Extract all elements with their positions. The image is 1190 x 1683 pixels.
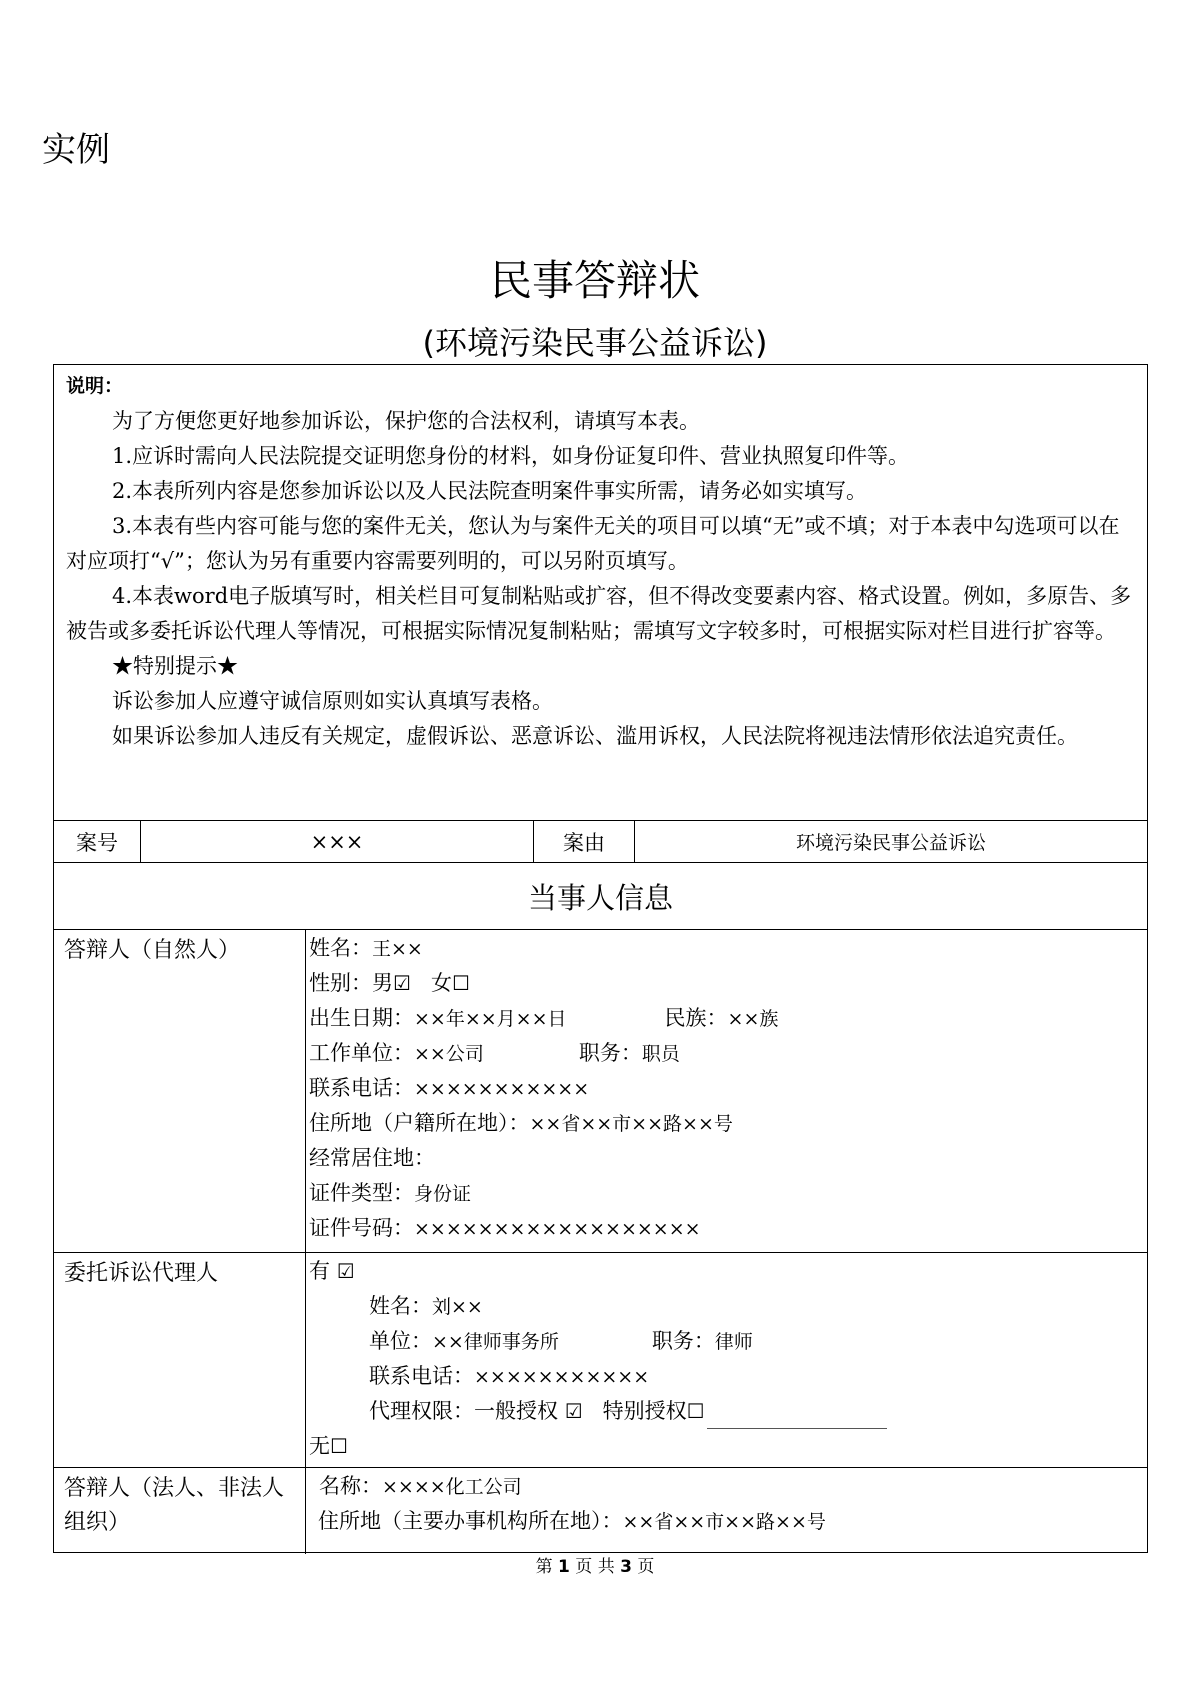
org-name-value: ××××化工公司 <box>382 1476 522 1498</box>
document-subtitle: (环境污染民事公益诉讼) <box>422 324 768 362</box>
phone-value: ××××××××××× <box>414 1078 590 1100</box>
respondent-person-label: 答辩人（自然人） <box>54 930 306 1252</box>
special-authority-checkbox[interactable]: ☐ <box>686 1399 705 1423</box>
agent-name-value: 刘×× <box>432 1296 483 1318</box>
agent-name-field[interactable]: 姓名：刘×× <box>369 1294 483 1318</box>
answer-form-table <box>53 364 1148 1553</box>
birth-ethnic-field[interactable]: 出生日期：××年××月××日 民族：××族 <box>309 1006 779 1030</box>
name-value: 王×× <box>372 938 423 960</box>
male-checkbox[interactable]: ☑ <box>393 971 411 995</box>
current-page-number: 1 <box>558 1557 570 1577</box>
case-info-row <box>54 821 1147 863</box>
employer-value: ××公司 <box>414 1043 484 1065</box>
id-number-value: ×××××××××××××××××× <box>414 1218 701 1240</box>
case-number-value[interactable]: ××× <box>141 821 534 862</box>
instruction-paragraph: 4.本表word电子版填写时，相关栏目可复制粘贴或扩容，但不得改变要素内容、格式设置。例如，多原告、多被告或多委托诉讼代理人等情况，可根据实际情况复制粘贴；需填写文字较多时，可根据实际对栏目进行扩容等。 <box>66 584 1132 643</box>
instruction-paragraph: 1.应诉时需向人民法院提交证明您身份的材料，如身份证复印件、营业执照复印件等。 <box>112 444 910 468</box>
domicile-field[interactable]: 住所地（户籍所在地）：××省××市××路××号 <box>309 1111 733 1135</box>
domicile-value: ××省××市××路××号 <box>529 1113 733 1135</box>
page-footer: 第 1 页 共 3 页 <box>535 1557 655 1577</box>
agent-label: 委托诉讼代理人 <box>54 1253 306 1467</box>
example-label: 实例 <box>42 130 110 170</box>
org-address-field[interactable]: 住所地（主要办事机构所在地）：××省××市××路××号 <box>318 1509 826 1533</box>
special-notice-heading: ★特别提示★ <box>112 654 238 678</box>
residence-field[interactable]: 经常居住地： <box>309 1146 435 1170</box>
agent-phone-field[interactable]: 联系电话：××××××××××× <box>369 1364 650 1388</box>
agent-yes-option: 有 ☑ <box>309 1254 1147 1289</box>
birth-date-value: ××年××月××日 <box>414 1008 567 1030</box>
agent-unit-value: ××律师事务所 <box>432 1331 559 1353</box>
case-cause-value[interactable]: 环境污染民事公益诉讼 <box>795 832 986 854</box>
agent-yes-checkbox[interactable]: ☑ <box>336 1259 355 1283</box>
agent-position-value: 律师 <box>714 1331 753 1353</box>
instruction-paragraph: 为了方便您更好地参加诉讼，保护您的合法权利，请填写本表。 <box>112 409 700 433</box>
instructions-section <box>54 365 1147 821</box>
agent-unit-field[interactable]: 单位：××律师事务所 职务：律师 <box>369 1329 753 1353</box>
instruction-paragraph: 3.本表有些内容可能与您的案件无关，您认为与案件无关的项目可以填“无”或不填；对于本表中勾选项可以在对应项打“√”；您认为另有重要内容需要列明的，可以另附页填写。 <box>66 514 1120 573</box>
instruction-paragraph: 如果诉讼参加人违反有关规定，虚假诉讼、恶意诉讼、滥用诉权，人民法院将视违法情形依法追究责任。 <box>112 724 1078 748</box>
respondent-person-fields <box>307 930 1147 1252</box>
phone-field[interactable]: 联系电话：××××××××××× <box>309 1076 590 1100</box>
ethnic-value: ××族 <box>727 1008 779 1030</box>
agent-authority-field: 代理权限：一般授权 ☑ 特别授权☐ <box>309 1394 1147 1429</box>
agent-fields <box>307 1253 1147 1467</box>
org-address-value: ××省××市××路××号 <box>622 1511 826 1533</box>
instruction-paragraph: 诉讼参加人应遵守诚信原则如实认真填写表格。 <box>112 689 553 713</box>
id-number-field[interactable]: 证件号码：×××××××××××××××××× <box>309 1216 701 1240</box>
total-page-number: 3 <box>620 1557 632 1577</box>
id-type-field[interactable]: 证件类型：身份证 <box>309 1181 472 1205</box>
respondent-person-row <box>54 930 1147 1253</box>
agent-phone-value: ××××××××××× <box>474 1366 650 1388</box>
agent-row <box>54 1253 1147 1468</box>
position-value: 职员 <box>641 1043 680 1065</box>
party-info-heading: 当事人信息 <box>54 863 1147 930</box>
instruction-paragraph: 2.本表所列内容是您参加诉讼以及人民法院查明案件事实所需，请务必如实填写。 <box>112 479 868 503</box>
employer-position-field[interactable]: 工作单位：××公司 职务：职员 <box>309 1041 680 1065</box>
general-authority-checkbox[interactable]: ☑ <box>564 1399 583 1423</box>
agent-no-option: 无☐ <box>309 1429 1147 1464</box>
agent-no-checkbox[interactable]: ☐ <box>330 1434 348 1458</box>
female-checkbox[interactable]: ☐ <box>451 971 470 995</box>
respondent-org-label: 答辩人（法人、非法人组织） <box>54 1468 306 1554</box>
gender-field: 性别：男☑ 女☐ <box>309 966 1147 1001</box>
case-number-label: 案号 <box>54 821 141 862</box>
id-type-value: 身份证 <box>414 1183 472 1205</box>
special-authority-blank[interactable] <box>707 1404 887 1429</box>
instructions-heading: 说明： <box>66 375 124 397</box>
name-field[interactable]: 姓名：王×× <box>309 936 423 960</box>
document-title: 民事答辩状 <box>489 256 700 305</box>
org-name-field[interactable]: 名称：××××化工公司 <box>319 1474 522 1498</box>
case-cause-label: 案由 <box>534 821 635 862</box>
